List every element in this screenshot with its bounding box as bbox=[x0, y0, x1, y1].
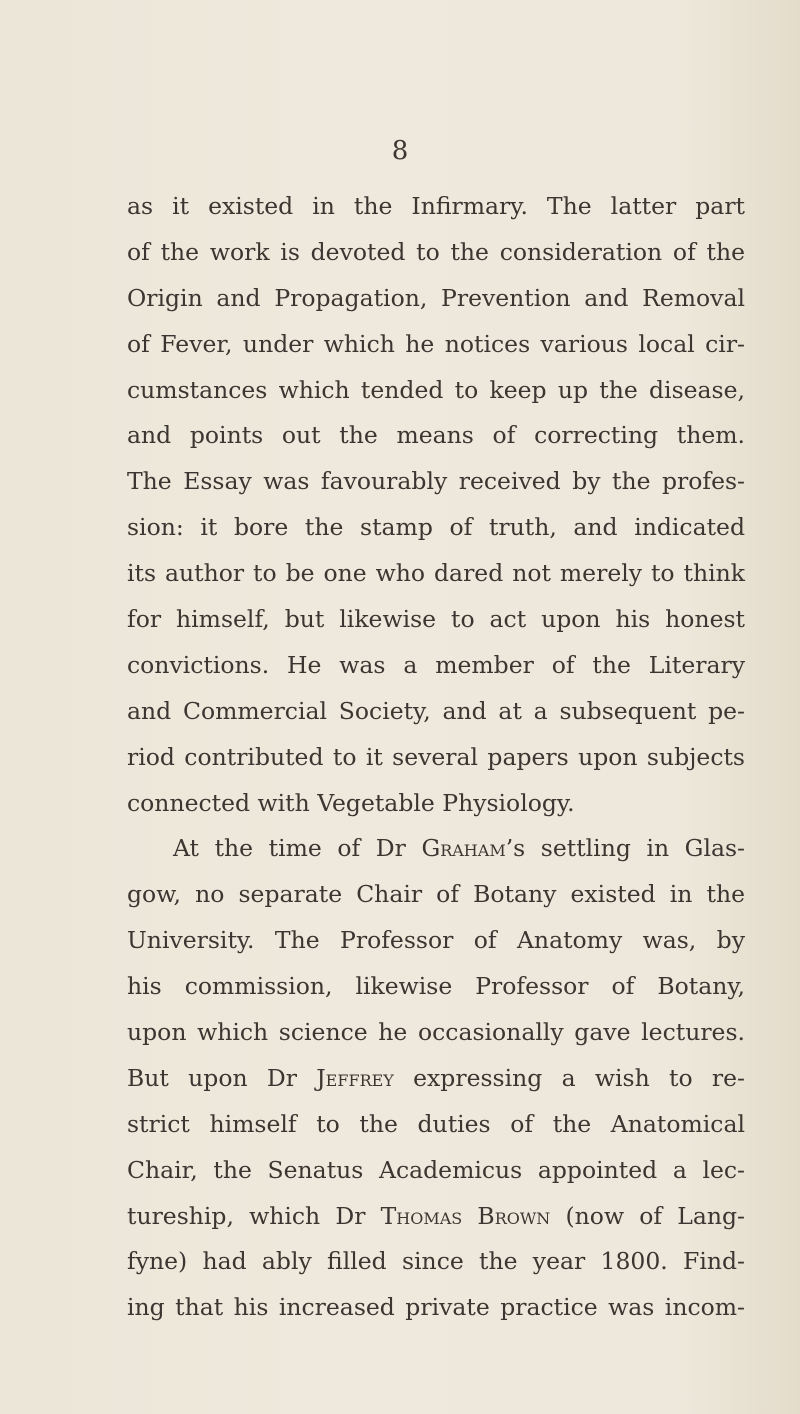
text-line: University. The Professor of Anatomy was, by bbox=[127, 926, 745, 955]
text-line: of the work is devoted to the consideration of the bbox=[127, 237, 745, 266]
text-run: tureship, which Dr bbox=[127, 1201, 381, 1230]
name-smallcaps: Thomas Brown bbox=[380, 1201, 551, 1230]
text-run: At the time of Dr bbox=[173, 834, 422, 863]
name-smallcaps: Jeffrey bbox=[316, 1063, 394, 1092]
text-line bbox=[127, 1194, 745, 1240]
text-run: expressing a wish to re- bbox=[393, 1063, 745, 1092]
text-line: convictions. He was a member of the Literary bbox=[127, 650, 745, 679]
text-line: as it existed in the Infirmary. The latter part bbox=[127, 192, 745, 220]
text-line: upon which science he occasionally gave lectures. bbox=[127, 1018, 745, 1047]
text-line: gow, no separate Chair of Botany existed in the bbox=[127, 880, 745, 909]
text-line: of Fever, under which he notices various local cir- bbox=[127, 329, 745, 358]
text-line: his commission, likewise Professor of Botany, bbox=[127, 972, 745, 1001]
text-line: and Commercial Society, and at a subsequent pe- bbox=[127, 696, 745, 725]
text-line: connected with Vegetable Physiology. bbox=[127, 788, 575, 817]
text-line: fyne) had ably filled since the year 1800. Find- bbox=[127, 1247, 745, 1276]
text-line: ing that his increased private practice was incom- bbox=[127, 1293, 745, 1322]
text-line bbox=[127, 1056, 745, 1102]
text-run: (now of Lang- bbox=[550, 1201, 745, 1230]
text-line: cumstances which tended to keep up the disease, bbox=[127, 375, 745, 404]
page-number: 8 bbox=[391, 136, 409, 166]
text-line: Origin and Propagation, Prevention and Removal bbox=[127, 283, 745, 312]
name-smallcaps: Graham bbox=[421, 834, 506, 863]
text-line: sion: it bore the stamp of truth, and indicated bbox=[127, 513, 745, 542]
text-line: The Essay was favourably received by the profes- bbox=[127, 467, 745, 496]
body-text bbox=[127, 184, 745, 1331]
text-line: its author to be one who dared not merely to think bbox=[127, 559, 745, 588]
text-line: for himself, but likewise to act upon his honest bbox=[127, 605, 745, 634]
text-line: and points out the means of correcting them. bbox=[127, 421, 745, 450]
text-line: Chair, the Senatus Academicus appointed a lec- bbox=[127, 1155, 745, 1184]
text-run: ’s settling in Glas- bbox=[505, 834, 745, 863]
text-run: But upon Dr bbox=[127, 1063, 317, 1092]
text-line: riod contributed to it several papers upon subjects bbox=[127, 742, 745, 771]
text-line bbox=[127, 826, 745, 872]
text-line: strict himself to the duties of the Anatomical bbox=[127, 1109, 745, 1138]
